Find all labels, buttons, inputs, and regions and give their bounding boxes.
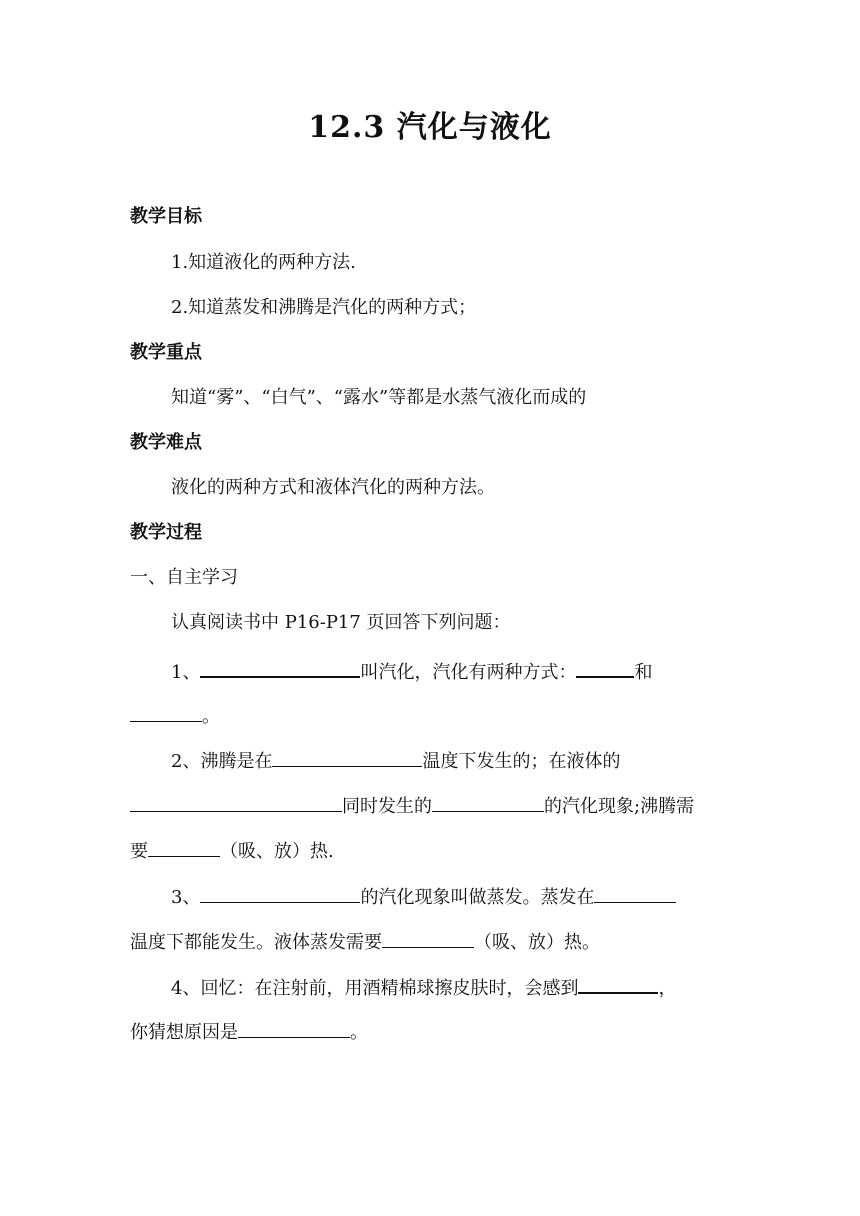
page-title: 12.3 汽化与液化	[308, 110, 552, 145]
question-2-mid2: 同时发生的	[342, 796, 432, 817]
question-3-end: （吸、放）热。	[474, 932, 600, 953]
question-2-blank-4[interactable]	[148, 836, 220, 857]
question-4-blank-2[interactable]	[238, 1017, 350, 1038]
objective-item-2: 2.知道蒸发和沸腾是汽化的两种方式；	[171, 297, 477, 318]
question-3-blank-2[interactable]	[594, 882, 676, 903]
question-2-blank-2[interactable]	[130, 791, 342, 812]
question-2-prefix: 2、沸腾是在	[171, 751, 273, 772]
question-1-and: 和	[634, 662, 653, 683]
objective-item-1: 1.知道液化的两种方法.	[171, 252, 356, 273]
question-4-line-2	[130, 1017, 368, 1045]
reading-instruction: 认真阅读书中 P16-P17 页回答下列问题：	[171, 612, 511, 633]
question-2-line-3	[130, 836, 334, 864]
question-3-line-1	[171, 882, 676, 910]
question-3-blank-3[interactable]	[382, 927, 474, 948]
objectives-heading: 教学目标	[130, 206, 202, 227]
question-4-mid: 你猜想原因是	[130, 1022, 238, 1043]
process-heading: 教学过程	[130, 522, 202, 543]
difficulties-text: 液化的两种方式和液体汽化的两种方法。	[171, 477, 495, 498]
question-4-blank-1[interactable]	[578, 972, 658, 994]
question-1-blank-3[interactable]	[130, 701, 202, 722]
question-3-blank-1[interactable]	[200, 882, 360, 903]
key-points-text: 知道“雾”、“白气”、“露水”等都是水蒸气液化而成的	[171, 387, 587, 408]
question-1-blank-2[interactable]	[576, 656, 634, 678]
question-2-end: （吸、放）热.	[220, 841, 334, 862]
question-2-line-1	[171, 746, 620, 774]
question-3-mid1: 的汽化现象叫做蒸发。蒸发在	[360, 887, 595, 908]
question-2-mid3: 的汽化现象;沸腾需	[544, 796, 695, 817]
question-3-mid2: 温度下都能发生。液体蒸发需要	[130, 932, 382, 953]
difficulties-heading: 教学难点	[130, 432, 202, 453]
question-2-blank-3[interactable]	[432, 791, 544, 812]
key-points-heading: 教学重点	[130, 342, 202, 363]
question-3-line-2	[130, 927, 600, 955]
question-1-blank-1[interactable]	[200, 656, 360, 678]
question-1-mid: 叫汽化，汽化有两种方式：	[360, 662, 577, 683]
question-1-prefix: 1、	[171, 662, 201, 683]
question-2-mid1: 温度下发生的；在液体的	[422, 751, 621, 772]
part1-heading: 一、自主学习	[130, 567, 238, 588]
question-4-line-1	[171, 972, 676, 1001]
question-2-mid4: 要	[130, 841, 148, 862]
question-2-blank-1[interactable]	[272, 746, 422, 767]
question-2-line-2	[130, 791, 694, 819]
question-4-comma: ，	[658, 978, 677, 999]
question-4-end: 。	[350, 1022, 368, 1043]
question-1-line-1	[171, 656, 652, 685]
question-1-end: 。	[202, 706, 220, 727]
question-1-line-2	[130, 701, 220, 729]
question-3-prefix: 3、	[171, 887, 201, 908]
question-4-prefix: 4、回忆：在注射前，用酒精棉球擦皮肤时，会感到	[171, 978, 579, 999]
